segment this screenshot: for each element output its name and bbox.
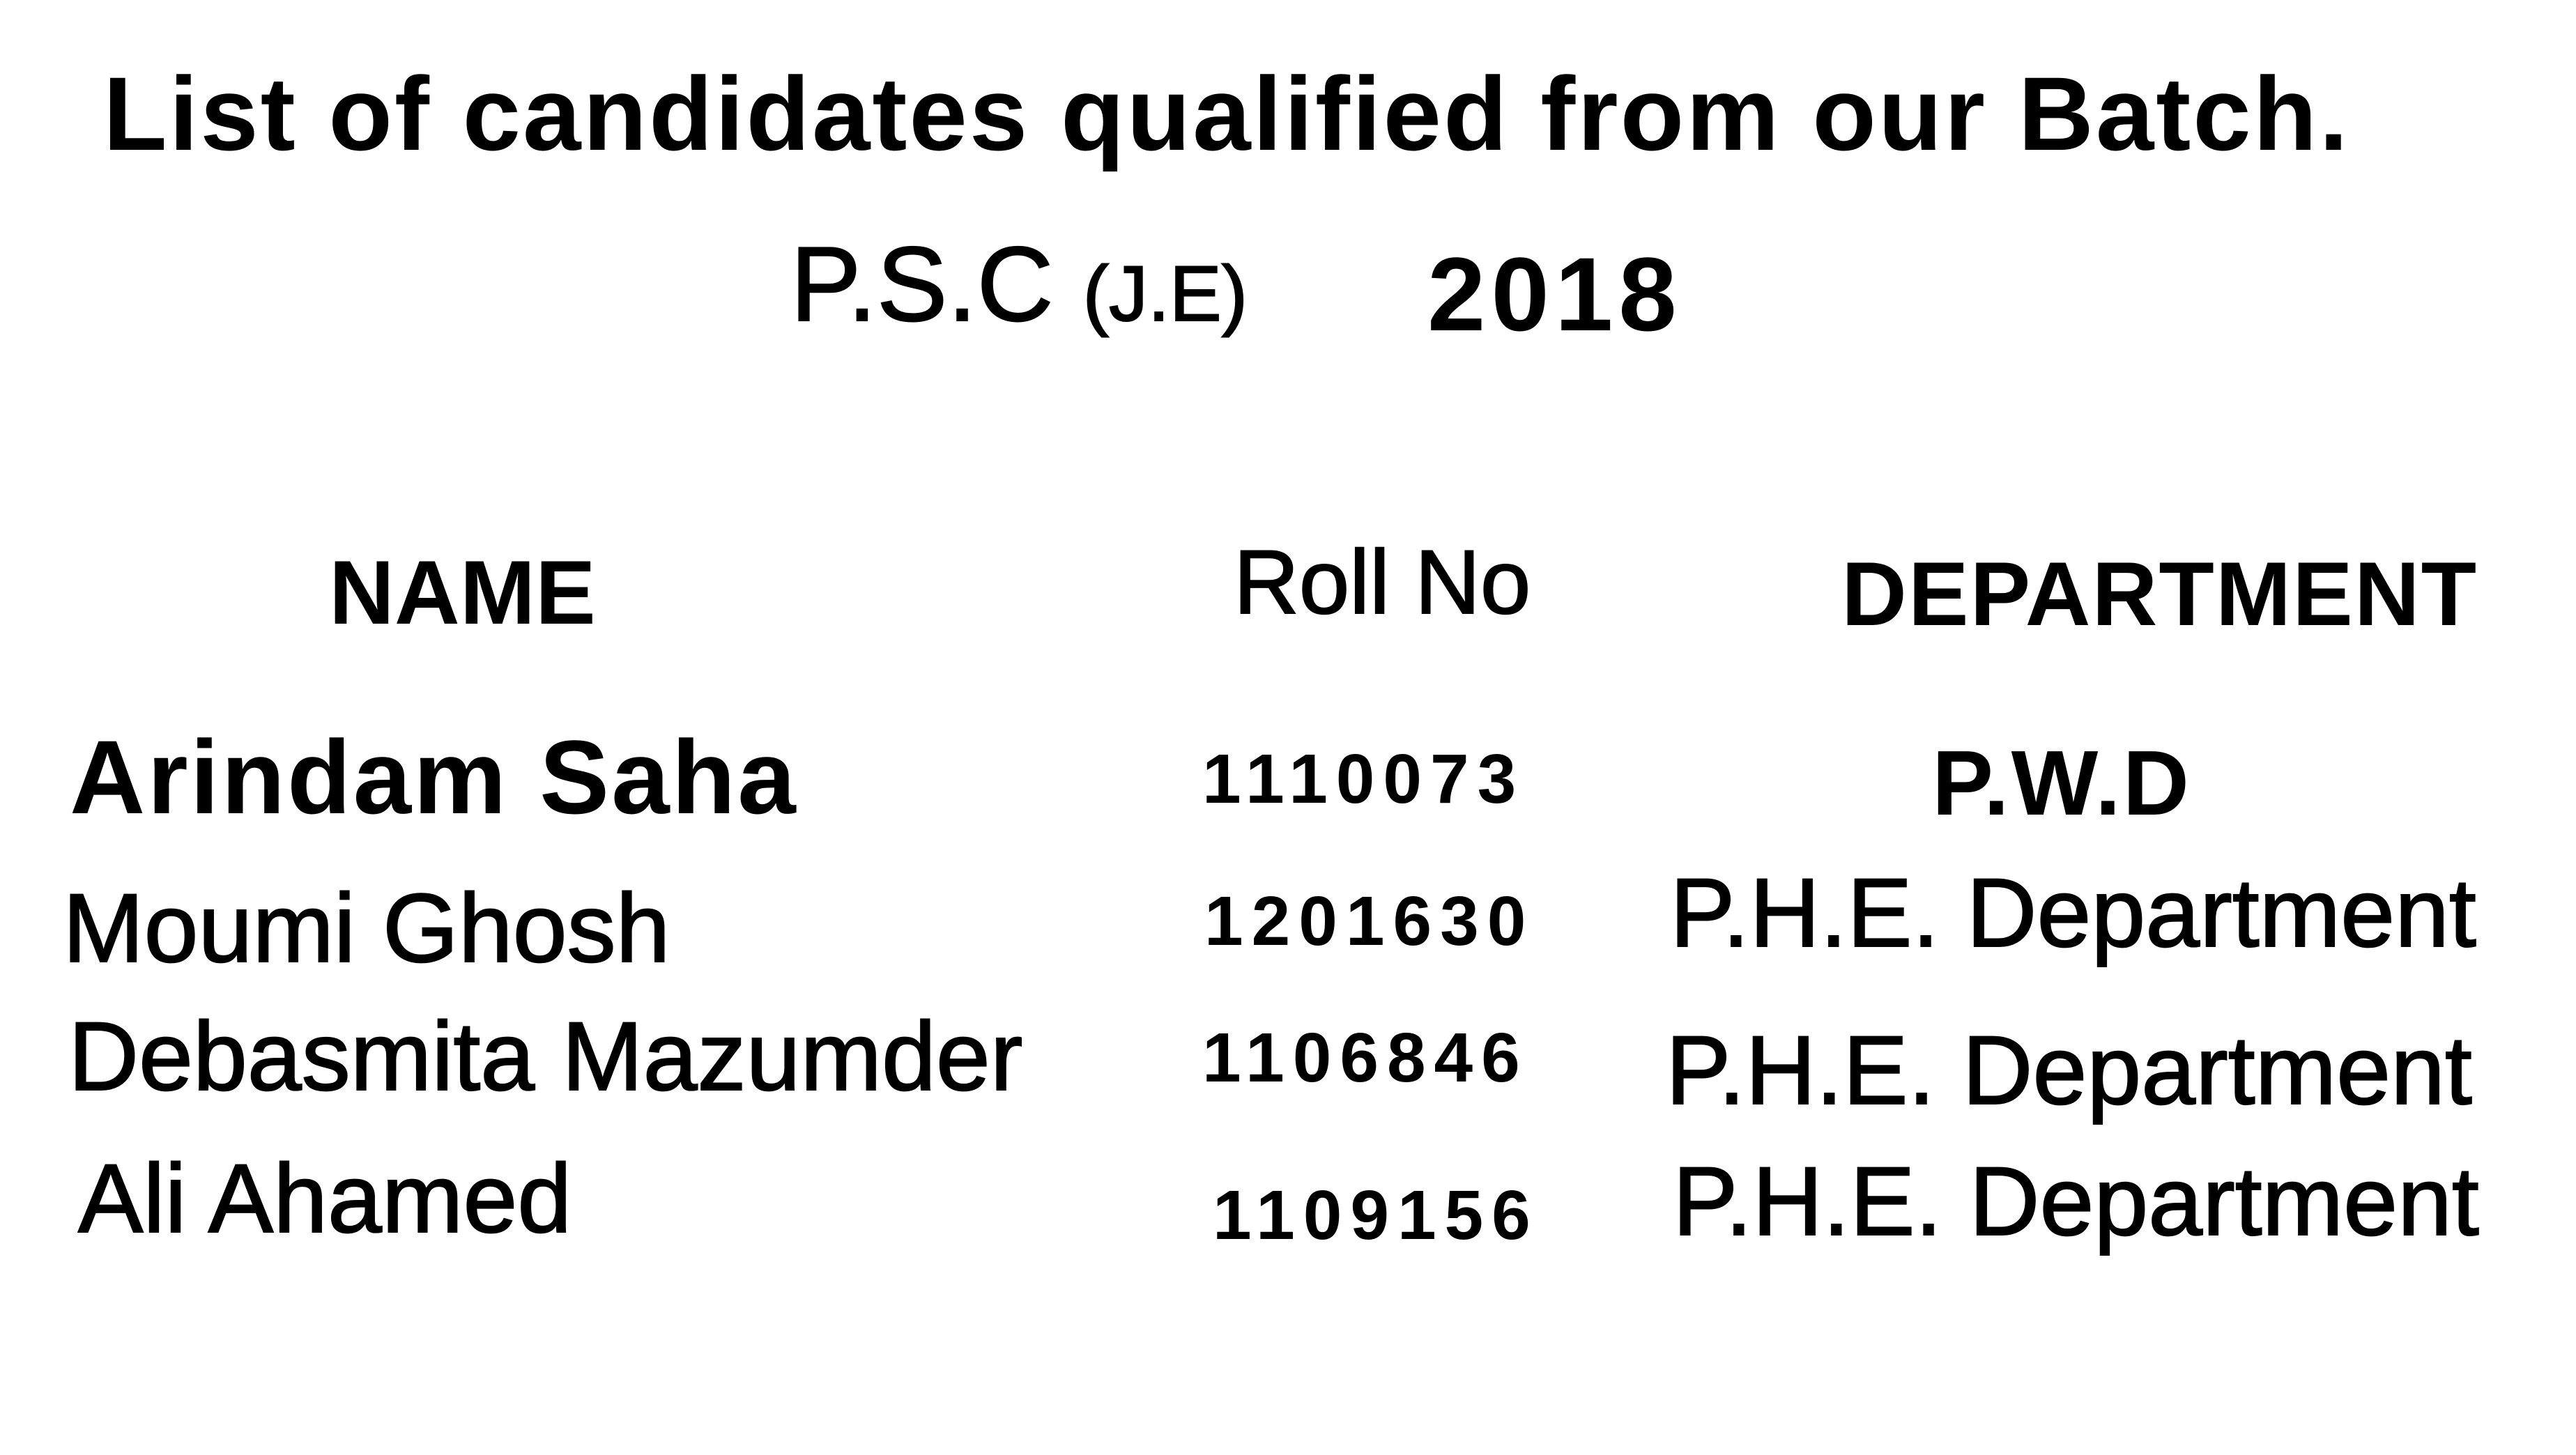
row-name: Debasmita Mazumder: [68, 1001, 1023, 1111]
row-department: P.W.D: [1932, 732, 2192, 834]
row-roll: 1201630: [1204, 882, 1535, 960]
exam-category: (J.E): [1082, 250, 1248, 337]
column-header-department: DEPARTMENT: [1841, 543, 2478, 645]
row-name: Moumi Ghosh: [63, 873, 670, 983]
exam-year: 2018: [1427, 236, 1682, 353]
row-department: P.H.E. Department: [1666, 1015, 2472, 1125]
exam-abbrev: P.S.C: [790, 225, 1054, 344]
column-header-roll: Roll No: [1234, 531, 1531, 633]
column-header-name: NAME: [329, 541, 596, 643]
row-roll: 1109156: [1213, 1176, 1539, 1254]
row-department: P.H.E. Department: [1673, 1146, 2479, 1256]
row-department: P.H.E. Department: [1670, 858, 2476, 967]
row-roll: 1106846: [1202, 1019, 1528, 1097]
row-roll: 1110073: [1202, 740, 1525, 818]
document-title: List of candidates qualified from our Batch.: [103, 55, 2350, 172]
row-name: Ali Ahamed: [78, 1144, 572, 1253]
row-name: Arindam Saha: [70, 718, 798, 836]
exam-name: [790, 225, 1248, 344]
